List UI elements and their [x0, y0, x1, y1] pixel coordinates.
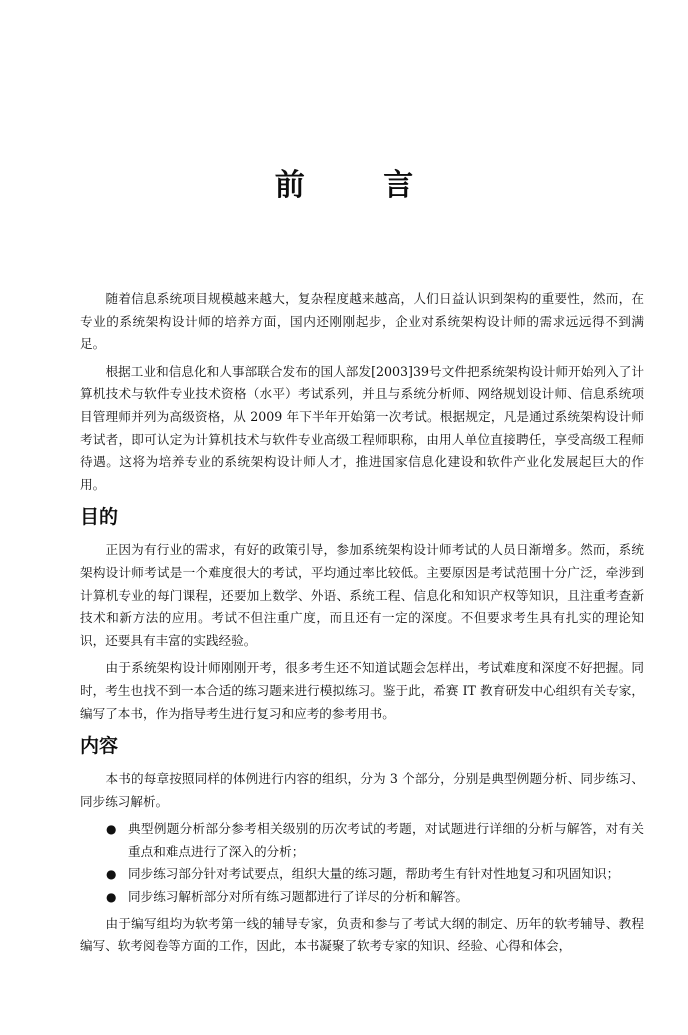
list-item-text: 同步练习部分针对考试要点，组织大量的练习题，帮助考生有针对性地复习和巩固知识； [128, 866, 620, 882]
bullet-icon: ● [106, 890, 117, 905]
content-intro-paragraph: 本书的每章按照同样的体例进行内容的组织，分为 3 个部分，分别是典型例题分析、同步练习、同步练习解析。 [80, 771, 644, 809]
bullet-icon: ● [106, 867, 117, 882]
intro-paragraph-1: 随着信息系统项目规模越来越大，复杂程度越来越高，人们日益认识到架构的重要性，然而，在专业的系统架构设计师的培养方面，国内还刚刚起步，企业对系统架构设计师的需求远远得不到满足。 [80, 291, 644, 352]
list-item [80, 818, 644, 863]
body-content [80, 288, 644, 963]
page-title: 前 言 [274, 168, 448, 203]
list-item [80, 863, 644, 886]
section-heading-content: 内容 [80, 735, 119, 758]
bullet-icon: ● [106, 822, 117, 837]
list-item [80, 886, 644, 909]
list-item-text: 典型例题分析部分参考相关级别的历次考试的考题，对试题进行详细的分析与解答，对有关重点和难点进行了深入的分析； [128, 821, 644, 859]
content-bullet-list [80, 818, 644, 908]
closing-paragraph: 由于编写组均为软考第一线的辅导专家，负责和参与了考试大纲的制定、历年的软考辅导、教程编写、软考阅卷等方面的工作，因此，本书凝聚了软考专家的知识、经验、心得和体会， [80, 915, 644, 954]
intro-paragraph-2: 根据工业和信息化和人事部联合发布的国人部发[2003]39号文件把系统架构设计师开始列入了计算机技术与软件专业技术资格（水平）考试系列，并且与系统分析师、网络规划设计师、信息系统项目管理师并列为高级资格，从 2009 年下半年开始第一次考试。根据规定，凡是通过系统架构设计师考试者，即可认定为计算机技术与软件专业高级工程师职称，由用人单位直接聘任，享受高级工程师待遇。这将为培养专业的系统架构设计师人才，推进国家信息化建设和软件产业化发展起巨大的作用。 [80, 363, 644, 492]
purpose-paragraph-1: 正因为有行业的需求，有好的政策引导，参加系统架构设计师考试的人员日渐增多。然而，系统架构设计师考试是一个难度很大的考试，平均通过率比较低。主要原因是考试范围十分广泛，牵涉到计算机专业的每门课程，还要加上数学、外语、系统工程、信息化和知识产权等知识，且注重考查新技术和新方法的应用。考试不但注重广度，而且还有一定的深度。不但要求考生具有扎实的理论知识，还要具有丰富的实践经验。 [80, 542, 644, 648]
section-heading-purpose: 目的 [80, 506, 119, 529]
purpose-paragraph-2: 由于系统架构设计师刚刚开考，很多考生还不知道试题会怎样出，考试难度和深度不好把握。同时，考生也找不到一本合适的练习题来进行模拟练习。鉴于此，希赛 IT 教育研发中心组织有关专家，编写了本书，作为指导考生进行复习和应考的参考用书。 [80, 660, 644, 721]
list-item-text: 同步练习解析部分对所有练习题都进行了详尽的分析和解答。 [128, 889, 469, 905]
